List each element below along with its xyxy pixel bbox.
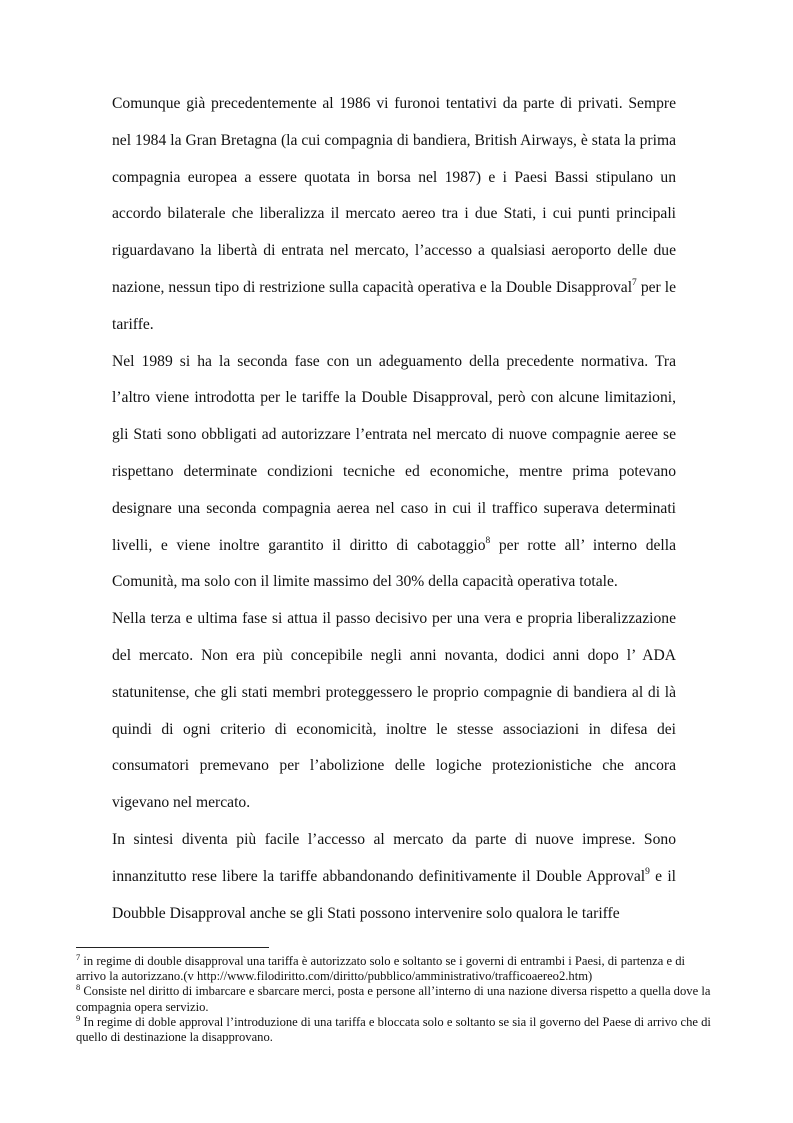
body-text <box>112 86 676 932</box>
paragraph-2 <box>112 344 676 602</box>
paragraph-4-text-end: e il Doubble Disapproval anche se gli Stati possono intervenire solo qualora le tariffe <box>112 867 676 922</box>
paragraph-1 <box>112 86 676 344</box>
footnote-text-7: in regime di double disapproval una tariffa è autorizzato solo e soltanto se i governi di entrambi i Paesi, di partenza e di arrivo la autorizzano.(v http://www.filodiritto.com/diritto/pubblico/amministrativo/trafficoaereo2.htm) <box>76 954 686 984</box>
footnote-text-8: Consiste nel diritto di imbarcare e sbarcare merci, posta e persone all’interno di una nazione diversa rispetto a quella dove la compagnia opera servizio. <box>76 984 711 1014</box>
footnote-number-9: 9 <box>76 1012 81 1023</box>
footnote-ref-7: 7 <box>632 277 637 288</box>
paragraph-2-text: Nel 1989 si ha la seconda fase con un adeguamento della precedente normativa. Tra l’altro viene introdotta per le tariffe la Double Disapproval, però con alcune limitazioni, gli Stati sono obbligati ad autorizzare l’entrata nel mercato di nuove compagnie aeree se rispettano determinate condizioni tecniche ed economiche, mentre prima potevano designare una seconda compagnia aerea nel caso in cui il traffico superava determinati livelli, e viene inoltre garantito il diritto di cabotaggio <box>112 352 676 554</box>
footnote-text-9: In regime di doble approval l’introduzione di una tariffa e bloccata solo e soltanto se sia il governo del Paese di arrivo che di quello di destinazione la disapprovano. <box>76 1014 711 1045</box>
paragraph-4 <box>112 822 676 932</box>
footnote-divider <box>76 947 269 948</box>
paragraph-4-text: In sintesi diventa più facile l’accesso al mercato da parte di nuove imprese. Sono innanzitutto rese libere la tariffe abbandonando definitivamente il Double Approval <box>112 830 676 885</box>
paragraph-1-text: Comunque già precedentemente al 1986 vi furonoi tentativi da parte di privati. Sempre nel 1984 la Gran Bretagna (la cui compagnia di bandiera, British Airways, è stata la prima compagnia europea a essere quotata in borsa nel 1987) e i Paesi Bassi stipulano un accordo bilaterale che liberalizza il mercato aereo tra i due Stati, i cui punti principali riguardavano la libertà di entrata nel mercato, l’accesso a qualsiasi aeroporto delle due nazione, nessun tipo di restrizione sulla capacità operativa e la Double Disapproval <box>112 95 676 296</box>
footnotes <box>76 954 716 1045</box>
footnote-7 <box>76 954 716 984</box>
footnote-ref-8: 8 <box>485 535 491 546</box>
paragraph-2-text-end: per rotte all’ interno della Comunità, ma solo con il limite massimo del 30% della capacità operativa totale. <box>112 536 677 591</box>
footnote-8 <box>76 984 716 1014</box>
footnote-ref-9: 9 <box>645 866 650 877</box>
paragraph-1-text-end: per le tariffe. <box>112 278 676 333</box>
paragraph-3: Nella terza e ultima fase si attua il passo decisivo per una vera e propria liberalizzazione del mercato. Non era più concepibile negli anni novanta, dodici anni dopo l’ ADA statunitense, che gli stati membri proteggessero le proprio compagnie di bandiera al di là quindi di ogni criterio di economicità, inoltre le stesse associazioni in difesa dei consumatori premevano per l’abolizione delle logiche protezionistiche che ancora vigevano nel mercato. <box>112 610 676 812</box>
footnote-number-7: 7 <box>76 952 81 962</box>
footnote-9 <box>76 1012 716 1045</box>
footnote-number-8: 8 <box>76 982 81 993</box>
